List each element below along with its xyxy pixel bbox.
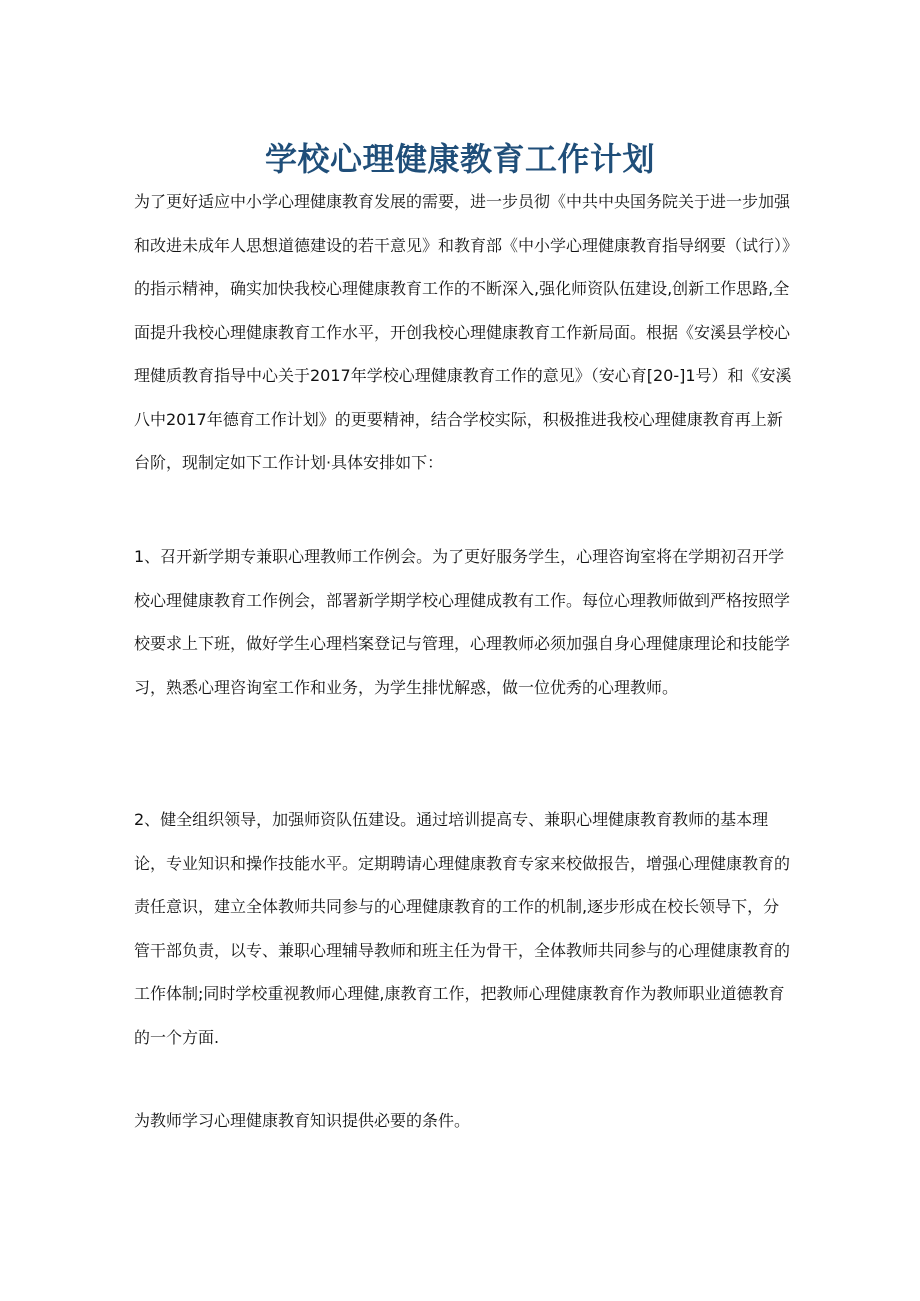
- intro-paragraph: 为了更好适应中小学心理健康教育发展的需要，进一步员彻《中共中央国务院关于进一步加强和改进未成年人思想道德建设的若干意见》和教育部《中小学心理健康教育指导纲要（试行）》的指示精神，确实加快我校心理健康教育工作的不断深入,强化师资队伍建设,创新工作思路,全面提升我校心理健康教育工作水平，开创我校心理健康教育工作新局面。根据《安溪县学校心理健质教育指导中心关于2017年学校心理健康教育工作的意见》（安心育[20-]1号）和《安溪八中2017年德育工作计划》的更要精神，结合学校实际，积极推进我校心理健康教育再上新台阶，现制定如下工作计划·具体安排如下：: [134, 192, 792, 472]
- closing-paragraph: 为教师学习心理健康教育知识提供必要的条件。: [134, 1111, 471, 1130]
- paragraph-item-2: 2、健全组织领导，加强师资队伍建设。通过培训提高专、兼职心埋健康教育教师的基本理论，专业知识和操作技能水平。定期聘请心理健康教育专家来校做报告，增强心理健康教育的责任意识，建立全体教师共同参与的心理健康教育的工作的机制,逐步形成在校长领导下，分管干部负责，以专、兼职心理辅导教师和班主任为骨干，全体教师共同参与的心理健康教育的工作体制;同时学校重视教师心理健,康教育工作，把教师心理健康教育作为教师职业道德教育的一个方面.: [134, 810, 791, 1047]
- document-title: 学校心理健康教育工作计划: [264, 140, 655, 179]
- paragraph-item-1: 1、召开新学期专兼职心理教师工作例会。为了更好服务学生，心理咨询室将在学期初召开学校心理健康教育工作例会，部署新学期学校心理健成教有工作。每位心理教师做到严格按照学校要求上下班，做好学生心理档案登记与管理，心理教师必须加强自身心理健康理论和技能学习，熟悉心理咨询室工作和业务，为学生排忧解惑，做一位优秀的心理教师。: [134, 547, 791, 697]
